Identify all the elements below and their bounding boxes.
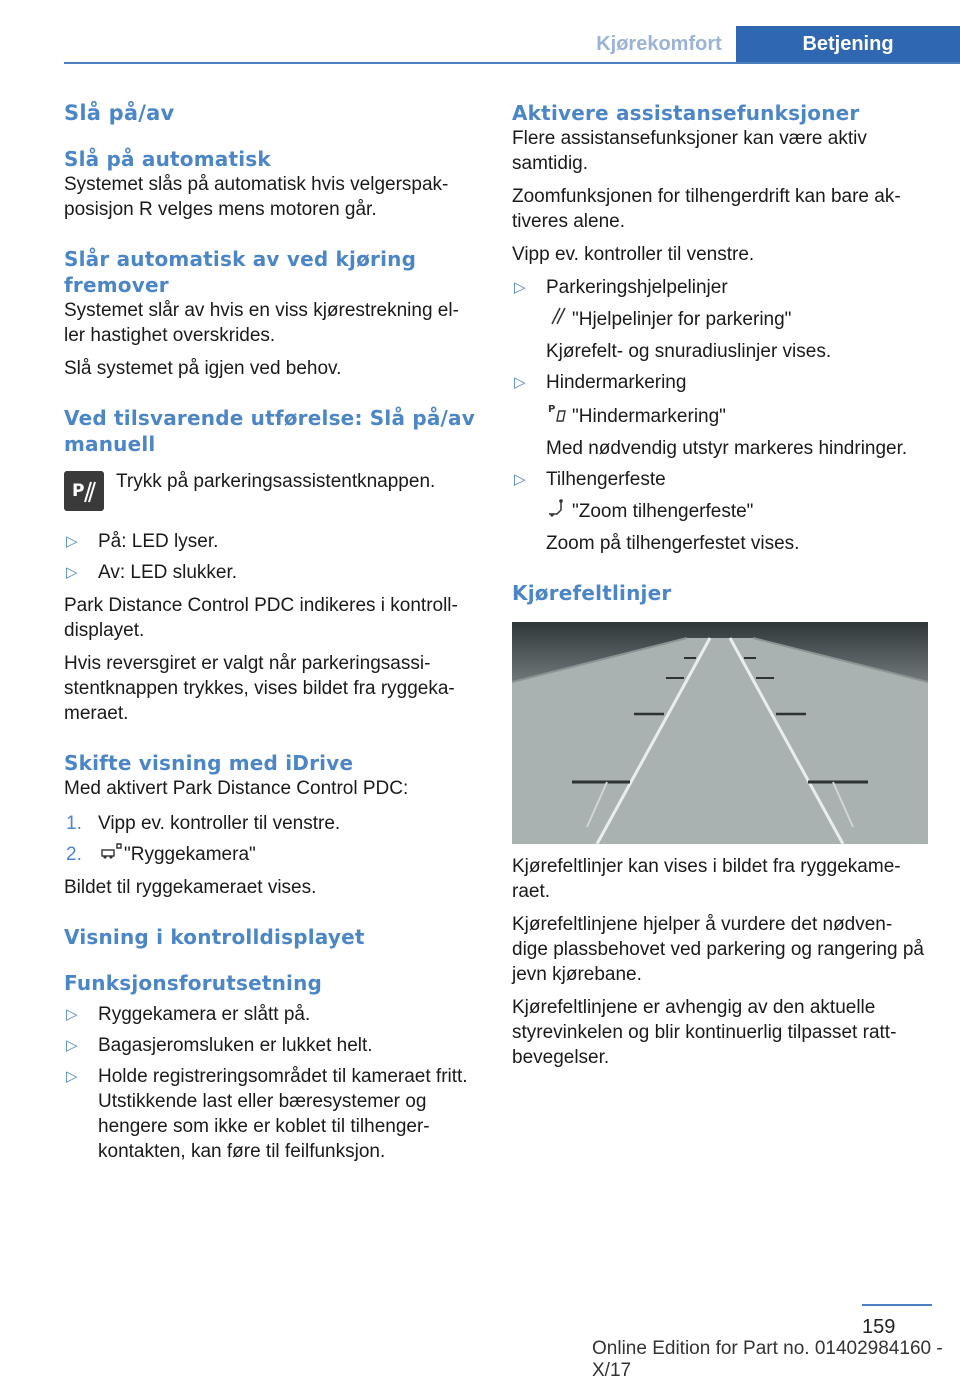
trailer-hitch-icon: [546, 499, 568, 524]
triangle-bullet-icon: ▷: [514, 471, 526, 488]
text-reverse: Hvis reversgiret er valgt når parkeringsassi-stentknappen trykkes, vises bildet fra ryggeka-meraet.: [64, 653, 455, 724]
text-press-button: Trykk på parkeringsassistentknappen.: [116, 471, 436, 492]
idrive-steps: [64, 811, 476, 867]
left-column: [64, 100, 476, 1164]
list-item: ▷ Tilhengerfeste "Zoom tilhengerfeste" Zoom på tilhengerfestet vises.: [514, 469, 800, 554]
list-item: ▷ Parkeringshjelpelinjer "Hjelpelinjer for parkering" Kjørefelt- og snuradiuslinjer vises.: [514, 277, 832, 362]
text-multiple: Flere assistansefunksjoner kan være aktiv samtidig.: [512, 128, 867, 174]
rear-camera-icon: [98, 842, 124, 867]
list-item: ▷ Bagasjeromsluken er lukket helt.: [66, 1035, 373, 1056]
text-camera-shown: Bildet til ryggekameraet vises.: [64, 877, 317, 898]
text-lanes-1: Kjørefeltlinjer kan vises i bildet fra ryggekame-raet.: [512, 856, 901, 902]
triangle-bullet-icon: ▷: [66, 1037, 78, 1054]
list-item: ▷ Hindermarkering P "Hindermarkering" Med nødvendig utstyr markeres hindringer.: [514, 372, 908, 459]
heading-display: Visning i kontrolldisplayet: [64, 925, 365, 949]
footer-divider: [862, 1304, 932, 1306]
heading-manual: Ved tilsvarende utførelse: Slå på/av manuell: [64, 406, 475, 456]
list-item: ▷ Holde registreringsområdet til kameraet fritt. Utstikkende last eller bæresystemer og hengere som ikke er koblet til tilhenger-kontakten, kan føre til feilfunksjon.: [66, 1066, 468, 1162]
heading-activate: Aktivere assistansefunksjoner: [512, 101, 860, 125]
text-lanes-2: Kjørefeltlinjene hjelper å vurdere det nødven-dige plassbehovet ved parkering og rangering på jevn kjørebane.: [512, 914, 924, 985]
triangle-bullet-icon: ▷: [66, 1006, 78, 1023]
svg-text:P: P: [72, 481, 85, 501]
triangle-bullet-icon: ▷: [66, 1068, 78, 1085]
assist-list: [512, 275, 928, 556]
triangle-bullet-icon: ▷: [66, 564, 78, 581]
prereq-list: [64, 1002, 476, 1164]
heading-switch: Slå på/av: [64, 101, 175, 125]
list-item: ▷ Av: LED slukker.: [66, 562, 238, 583]
list-item: 2. "Ryggekamera": [66, 844, 256, 865]
page-number: 159: [862, 1316, 896, 1338]
right-column: [512, 100, 928, 1070]
text-switch-again: Slå systemet på igjen ved behov.: [64, 358, 342, 379]
triangle-bullet-icon: ▷: [514, 374, 526, 391]
svg-text:P: P: [548, 404, 556, 415]
heading-auto-on: Slå på automatisk: [64, 147, 271, 171]
heading-auto-off: Slår automatisk av ved kjøring fremover: [64, 247, 417, 297]
chapter-tab[interactable]: Kjørekomfort: [596, 33, 722, 55]
text-auto-on: Systemet slås på automatisk hvis velgerspak-posisjon R velges mens motoren går.: [64, 174, 449, 220]
list-item: ▷ På: LED lyser.: [66, 531, 219, 552]
edition-footer: Online Edition for Part no. 01402984160 - X/17: [592, 1338, 943, 1381]
list-item: 1. Vipp ev. kontroller til venstre.: [66, 813, 341, 834]
text-tilt: Vipp ev. kontroller til venstre.: [512, 244, 755, 265]
list-item: ▷ Ryggekamera er slått på.: [66, 1004, 311, 1025]
text-auto-off: Systemet slår av hvis en viss kjørestrekning el-ler hastighet overskrides.: [64, 300, 459, 346]
text-lanes-3: Kjørefeltlinjene er avhengig av den aktuelle styrevinkelen og blir kontinuerlig tilpasset ratt-bevegelser.: [512, 997, 897, 1068]
press-button-row: [64, 469, 476, 511]
heading-idrive: Skifte visning med iDrive: [64, 751, 354, 775]
heading-prereq: Funksjonsforutsetning: [64, 971, 323, 995]
triangle-bullet-icon: ▷: [66, 533, 78, 550]
obstacle-marking-icon: [546, 402, 568, 429]
triangle-bullet-icon: ▷: [514, 279, 526, 296]
text-zoom: Zoomfunksjonen for tilhengerdrift kan bare ak-tiveres alene.: [512, 186, 901, 232]
led-list: [64, 529, 476, 585]
section-tab[interactable]: Betjening: [736, 26, 960, 62]
text-pdc: Park Distance Control PDC indikeres i kontroll-displayet.: [64, 595, 458, 641]
lane-lines-camera-image: [512, 622, 928, 844]
parking-lines-icon: [546, 307, 568, 332]
heading-lanes: Kjørefeltlinjer: [512, 581, 672, 605]
parking-assistant-button-icon: [64, 471, 104, 511]
text-idrive: Med aktivert Park Distance Control PDC:: [64, 778, 409, 799]
page-header: [64, 0, 960, 64]
